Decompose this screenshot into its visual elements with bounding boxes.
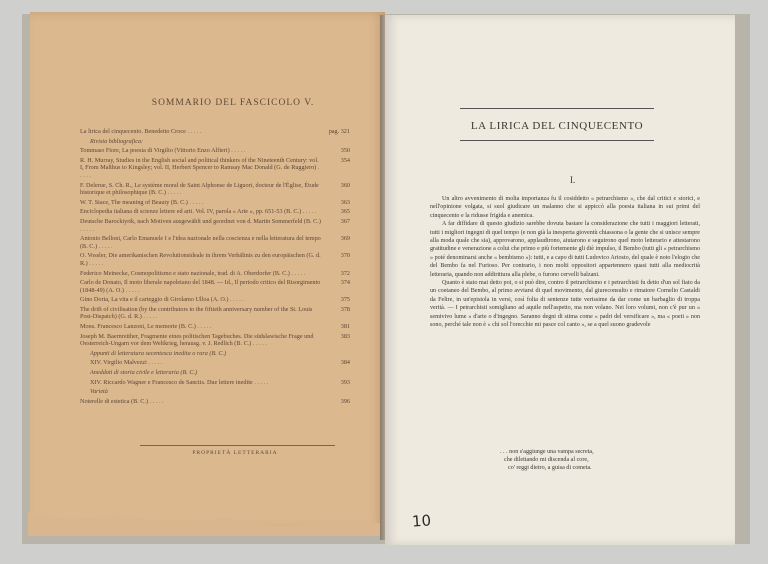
toc-entry-text: Enciclopedia italiana di scienze lettere ed arti. Vol. IV, parola « Arte », pp. 651-53 (B. C.) <box>80 208 302 216</box>
toc-page-number: 370 <box>340 252 350 260</box>
verse-line: co' reggi dietro, a guisa di cometa. <box>508 465 592 472</box>
title-rule-bottom <box>460 140 654 141</box>
toc-section-heading: Appunti di letteratura secentesca inedita o rara (B. C.) <box>90 349 227 357</box>
toc-entry-text: XIV. Riccardo Wagner e Francesco de Sanctis. Due lettere inedite <box>90 378 253 386</box>
title-rule-top <box>460 108 654 109</box>
toc-section-heading: Aneddoti di storia civile e letteraria (B. C.) <box>90 369 198 377</box>
toc-page-number: 381 <box>340 323 350 331</box>
toc-entry: Carlo de Donato, Il moto liberale napoletano del 1848. — Id., Il periodo critico del Risorgimento (1848-49) (A. O.) . . . . . 374 <box>80 279 350 294</box>
copyright-footer: PROPRIETÀ LETTERARIA <box>192 450 278 456</box>
toc-page-number: 369 <box>340 235 350 243</box>
toc-entry: XIV. Riccardo Wagner e Francesco de Sanctis. Due lettere inedite . . . . . 393 <box>90 378 350 386</box>
toc-entry-text: Deutsche Barockiyrik, nach Motiven ausgewählt und geordnet von d. Martin Sommerfeld (B. C.) <box>80 217 321 225</box>
handwritten-number: 10 <box>411 511 432 531</box>
verse-line: che dilettando mi discenda al core, <box>504 457 589 464</box>
toc-entry-text: Joseph M. Baernreither, Fragmente eines politischen Tagebuches. Die südslawische Frage und Oesterreich-Ungarn vor dem Weltkrieg, herausg. v. J. Redlich (B. C.) <box>80 332 314 348</box>
chapter-body <box>430 195 700 330</box>
toc-entry: Federico Meinecke, Cosmopolitismo e stato nazionale, trad. di A. Oberdorfer (B. C.) . . . . . 372 <box>80 269 350 277</box>
toc-entry: Tommaso Fiore, La poesia di Virgilio (Vittorio Enzo Alfieri) . . . . . 350 <box>80 147 350 155</box>
body-paragraph: Un altro avvenimento di molta importanza fu il cosiddetto « petrarchismo », che dal critici e storici, e nell'opinione volgata, si suol giudicare un malanno che si appiccò alla poesia italiana in sui primi del cinquecento e la ridusse frigida e anemica. <box>430 196 700 219</box>
toc-title: SOMMARIO DEL FASCICOLO V. <box>151 98 315 108</box>
toc-entry: XIV. Virgilio Malvezzi . . . . . 384 <box>90 359 350 367</box>
toc-entry: Noterelle di estetica (B. C.) . . . . . 396 <box>80 397 350 405</box>
toc-entry: F. Delerue, S. Ch. R., Le système moral de Saint Alphonse de Liguori, docteur de l'Église, Étude historique et philosophique (B. C.) . . . . . 360 <box>80 181 350 197</box>
toc-page-number: 363 <box>340 198 350 206</box>
toc-page-number: 354 <box>340 156 350 164</box>
toc-section-heading: Varietà <box>90 388 108 396</box>
toc-entry-text: Tommaso Fiore, La poesia di Virgilio (Vittorio Enzo Alfieri) <box>80 147 230 155</box>
toc-entry-text: Mons. Francesco Lanzoni, Le memorie (B. C.) <box>80 323 196 331</box>
toc-page-number: 383 <box>340 332 350 340</box>
toc-entry-text: XIV. Virgilio Malvezzi <box>90 359 147 367</box>
toc-page-number: 360 <box>340 181 350 189</box>
toc-entry-text: Antonio Belloni, Carlo Emanuele I e l'idea nazionale nella coscienza e nella letteratura del tempo (B. C.) <box>80 235 321 250</box>
toc-entry: La lirica del cinquecento. Benedetto Croce . . . . . pag. 321 <box>80 128 350 135</box>
body-paragraph: Quanto è stato mai detto poi, o si può dire, contro il petrarchismo e i petrarchisti fu detto d'un sol fiato da un coetaneo del Bembo, al primo avviarsi di quel movimento, dal giureconsulto e rimatore Cornelio Castaldi da Feltre, in un'epistola in versi, così folta di sentenze tutte verissime da dar come un barbaglio di troppa verità. — I petrarchisti somigliano ad aquile nell'aspetto, ma non volano. Nei loro volumi, non c'è pur un « semivivo lume » d'arte o d'ingegno. Saranno degni di stima come « padri del versificare », ma « poeti » non sono, perché tale non è « chi sol l'orecchie mi pasce col canto », se a quel suono gradevole <box>430 280 700 329</box>
toc-entry: Joseph M. Baernreither, Fragmente eines politischen Tagebuches. Die südslawische Frage und Oesterreich-Ungarn vor dem Weltkrieg, herausg. v. J. Redlich (B. C.) . . . . . 383 <box>80 332 350 348</box>
toc-entry-text: Carlo de Donato, Il moto liberale napoletano del 1848. — Id., Il periodo critico del Risorgimento (1848-49) (A. O.) <box>80 279 321 294</box>
toc-page-number: 374 <box>340 279 350 287</box>
toc-entry: O. Vossler, Die amerikanischen Revolutionsideale in ihrem Verhältnis zu den europäischen (G. d. R.) . . . . . 370 <box>80 252 350 267</box>
toc-page-number: 393 <box>340 378 350 386</box>
toc-entry: The drift of civilisation (by the contributors to the fiftieth anniversary number of the St. Louis Post-Dispatch) (G. d. R.) . . . . . 378 <box>80 305 350 321</box>
toc-page-number: 375 <box>340 296 350 304</box>
toc-entry: Gino Doria, La vita e il carteggio di Girolamo Ulloa (A. O.) . . . . . 375 <box>80 296 350 304</box>
toc-entry: Deutsche Barockiyrik, nach Motiven ausgewählt und geordnet von d. Martin Sommerfeld (B. C.) . . . . . 367 <box>80 217 350 233</box>
toc-section-heading: Rivista bibliografica: <box>90 137 144 145</box>
toc-entry: Enciclopedia italiana di scienze lettere ed arti. Vol. IV, parola « Arte », pp. 651-53 (B. C.) . . . . . 365 <box>80 208 350 216</box>
toc-entry-text: F. Delerue, S. Ch. R., Le système moral de Saint Alphonse de Liguori, docteur de l'Église, Étude historique et philosophique (B. C.) <box>80 181 319 197</box>
toc-page-number: 378 <box>340 305 350 313</box>
toc-page-number: pag. 321 <box>328 128 350 135</box>
body-paragraph: A far diffidare di questo giudizio sarebbe dovuta bastare la considerazione che tutti i maggiori letterati, tutti i migliori ingegni di quel tempo (e non già la inesperta gioventù chiassona o la gente che si unisce sempre alla moda quale che sia), approvarono, applaudirono, aiutarono e seguirono quel moto letterario e attestarono gratitudine e venerazione a colui che primo e più fortemente gli diè impulso, il Bembo (tutti gli « petrarchismo » poté denominarsi anche « bembismo »): tutti, e a capo di tutti Ludovico Ariosto, del quale è noto l'elogio che del Bembo fa nel Furioso. Per contrario, i non molti oppositori appartennero quasi tutti alla mediocrità letteraria, quando non addirittura alla plebe, o furono cervelli balzani. <box>430 221 700 278</box>
toc-page-number: 350 <box>340 147 350 155</box>
toc-entry-text: La lirica del cinquecento. Benedetto Croce <box>80 128 186 135</box>
toc-entry-text: Noterelle di estetica (B. C.) <box>80 397 149 405</box>
toc-page-number: 367 <box>340 217 350 225</box>
toc-entry-text: O. Vossler, Die amerikanischen Revolutionsideale in ihrem Verhältnis zu den europäischen (G. d. R.) <box>80 252 321 267</box>
toc-page-number: 365 <box>340 208 350 216</box>
toc-entry: W. T. Stace, The meaning of Beauty (B. C.) . . . . . 363 <box>80 198 350 206</box>
toc-entry-text: W. T. Stace, The meaning of Beauty (B. C.) <box>80 198 188 206</box>
toc-list <box>80 128 350 407</box>
toc-page-number: 372 <box>340 269 350 277</box>
toc-footer-rule <box>140 445 335 446</box>
toc-page-number: 384 <box>340 359 350 367</box>
toc-entry-text: Gino Doria, La vita e il carteggio di Girolamo Ulloa (A. O.) <box>80 296 229 304</box>
toc-entry: Antonio Belloni, Carlo Emanuele I e l'idea nazionale nella coscienza e nella letteratura del tempo (B. C.) . . . . . 369 <box>80 235 350 250</box>
section-number: I. <box>570 175 576 185</box>
toc-page-number: 396 <box>340 397 350 405</box>
torn-edge <box>28 506 388 536</box>
toc-entry-text: Federico Meinecke, Cosmopolitismo e stato nazionale, trad. di A. Oberdorfer (B. C.) <box>80 269 290 277</box>
toc-entry-text: The drift of civilisation (by the contributors to the fiftieth anniversary number of the St. Louis Post-Dispatch) (G. d. R.) <box>80 305 313 321</box>
verse-line: . . . non s'aggiunge una vampa secreta, <box>500 449 594 455</box>
chapter-title: LA LIRICA DEL CINQUECENTO <box>470 120 644 132</box>
toc-entry: R. H. Murray, Studies in the English social and political thinkers of the Nineteenth Century: vol. I, From Malthus to Kingsley; vol. II, Herbert Spencer to Ramsay Mac Donald (G. de Ruggiero) . . . . . 354 <box>80 156 350 179</box>
toc-entry-text: R. H. Murray, Studies in the English social and political thinkers of the Nineteenth Century: vol. I, From Malthus to Kingsley; vol. II, Herbert Spencer to Ramsay Mac Donald (G. de Ruggiero) <box>80 156 319 172</box>
toc-entry: Mons. Francesco Lanzoni, Le memorie (B. C.) . . . . . 381 <box>80 323 350 331</box>
verse-quote <box>500 448 670 473</box>
